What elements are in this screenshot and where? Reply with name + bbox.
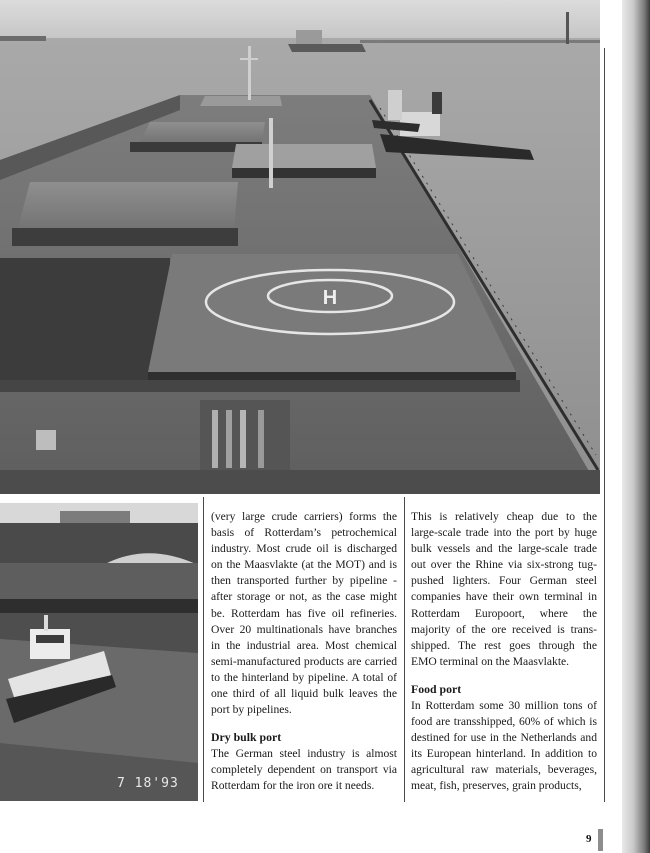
text-column-left — [211, 509, 397, 795]
page-number-marker — [598, 829, 603, 851]
paragraph-liquid-bulk: (very large crude carriers) forms the basis of Rotterdam’s petrochemical industry. Most crude oil is discharged on the Maasvlakte (at the MOT) and is then transported further by pipeline - after storage or not, as the case might be. Rotterdam has five oil refineries. Over 20 multinationals have branches in the industrial area. Most chemical semi-manufactured products are carried to the hinterland by pipeline. A total of one third of all liquid bulk leaves the port by pipelines. — [211, 510, 397, 717]
column-rule-right — [604, 48, 605, 802]
paragraph-food: In Rotterdam some 30 million tons of food are transshipped, 60% of which is destined for use in the Netherlands and its European hinterland. In addition to agricultural raw materials, beverages, meat, fish, preserves, grain products, — [411, 698, 597, 793]
text-column-right — [411, 509, 597, 795]
page-edge-shadow — [622, 0, 650, 853]
column-rule-left — [203, 497, 204, 802]
page-number: 9 — [586, 833, 592, 845]
paragraph-dry-bulk: The German steel industry is almost completely dependent on transport via Rotterdam for the iron ore it needs. — [211, 747, 397, 793]
secondary-photo-tugboat — [0, 503, 198, 801]
heading-dry-bulk-port: Dry bulk port — [211, 730, 282, 745]
paragraph-iron-ore: This is relatively cheap due to the large-scale trade into the port by huge bulk vessels and the large-scale trade out over the Rhine via six-strong tug-pushed lighters. Four German steel companies have their own terminal in Rotterdam Europoort, where the majority of the ore received is trans-shipped. The rest goes through the EMO terminal on the Maasvlakte. — [411, 510, 597, 668]
photo-date-stamp: 7 18'93 — [117, 776, 179, 791]
heading-food-port: Food port — [411, 681, 462, 696]
helipad-letter: H — [322, 287, 338, 309]
column-rule-middle — [404, 497, 405, 802]
